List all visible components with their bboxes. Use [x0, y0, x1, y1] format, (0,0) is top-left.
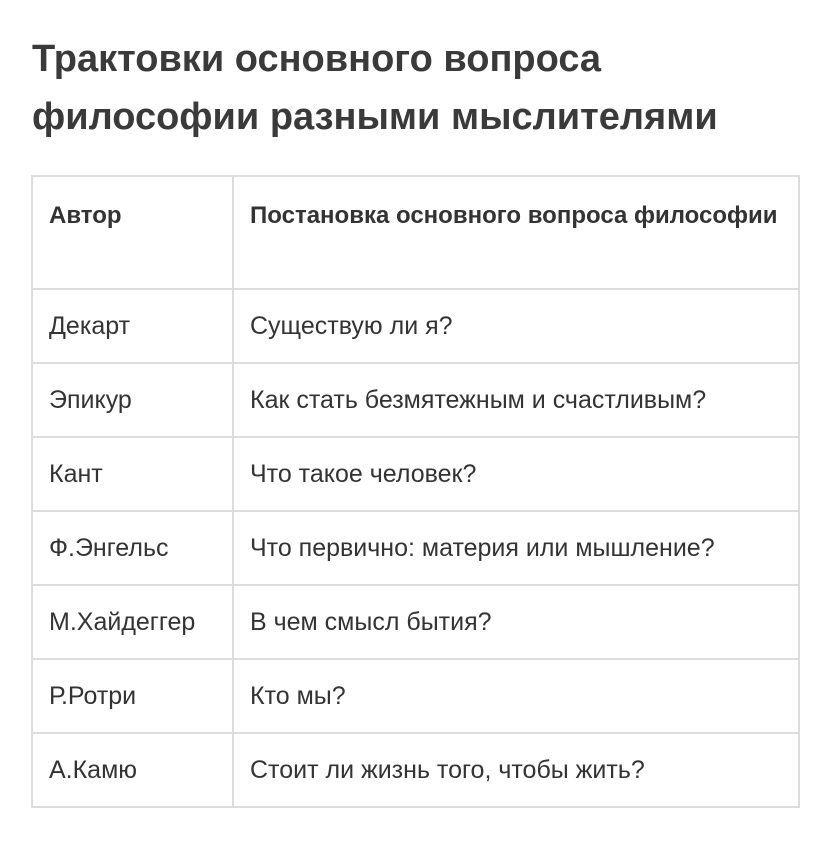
table-row: [32, 659, 799, 733]
table-row: [32, 363, 799, 437]
column-header-author: Автор: [32, 176, 233, 289]
question-cell: Стоит ли жизнь того, чтобы жить?: [233, 733, 799, 807]
table-row: [32, 437, 799, 511]
author-cell: Декарт: [32, 289, 233, 363]
table-row: [32, 585, 799, 659]
author-cell: М.Хайдеггер: [32, 585, 233, 659]
philosophy-table: [31, 175, 800, 808]
author-cell: А.Камю: [32, 733, 233, 807]
author-cell: Кант: [32, 437, 233, 511]
page-title: Трактовки основного вопроса философии разными мыслителями: [32, 38, 718, 138]
table-row: [32, 289, 799, 363]
question-cell: Кто мы?: [233, 659, 799, 733]
author-cell: Эпикур: [32, 363, 233, 437]
author-cell: Р.Ротри: [32, 659, 233, 733]
column-header-question: Постановка основного вопроса философии: [233, 176, 799, 289]
table-row: [32, 511, 799, 585]
table-row: [32, 733, 799, 807]
table-header-row: [32, 176, 799, 289]
question-cell: Что первично: материя или мышление?: [233, 511, 799, 585]
question-cell: Как стать безмятежным и счастливым?: [233, 363, 799, 437]
question-cell: Существую ли я?: [233, 289, 799, 363]
question-cell: В чем смысл бытия?: [233, 585, 799, 659]
author-cell: Ф.Энгельс: [32, 511, 233, 585]
question-cell: Что такое человек?: [233, 437, 799, 511]
